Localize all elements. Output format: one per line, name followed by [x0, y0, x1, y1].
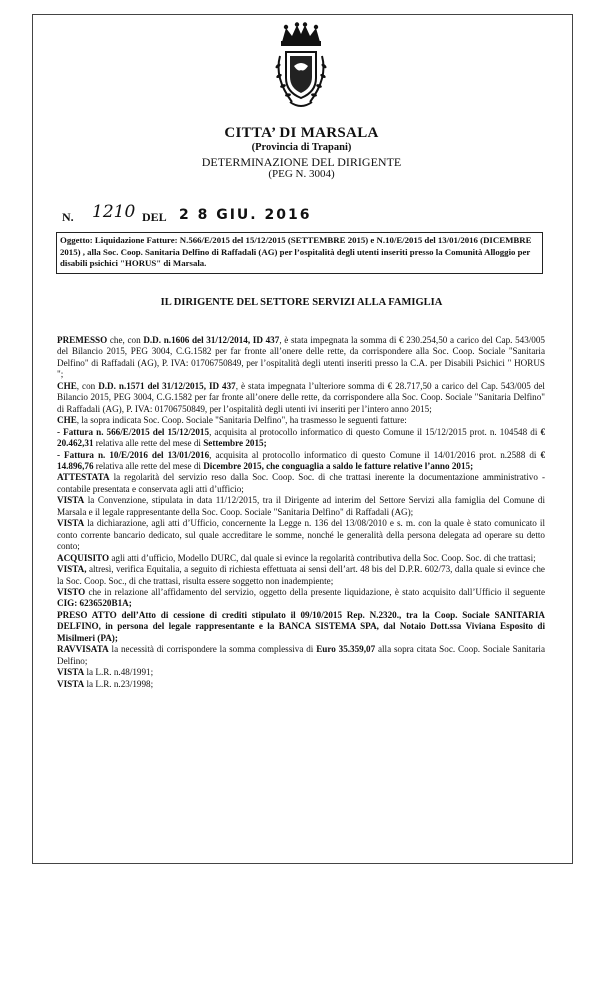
invoice-item: - Fattura n. 566/E/2015 del 15/12/2015, acquisita al protocollo informatico di questo Comune il 15/12/2015 prot. n. 104548 di € 20.462,31 relativa alle rette del mese di Settembre 2015;	[57, 426, 546, 449]
paragraph: VISTA, altresì, verifica Equitalia, a seguito di richiesta effettuata ai sensi dell’art. 48 bis del D.P.R. 602/73, dalla quale si evince che la Soc. Coop. Soc., di che trattasi, risulta essere soggetto non inadempiente;	[57, 564, 545, 586]
handwritten-number: 1210	[92, 202, 136, 222]
paragraph: VISTA la dichiarazione, agli atti d’Ufficio, concernente la Legge n. 136 del 13/08/2010 e s. m. con la quale è stato comunicato il conto corrente bancario dedicato, sul quale accreditare le somme, nonché le generalità della persona delegata ad operare su detto conto;	[57, 518, 545, 552]
paragraph: PREMESSO che, con D.D. n.1606 del 31/12/2014, ID 437, è stata impegnata la somma di € 230.254,50 a carico del Cap. 543/005 del Bilancio 2015, PEG 3004, C.G.1582 per far fronte all’onere delle rette, da corrispondere alla Soc. Coop. Sociale "Sanitaria Delfino" di Raffadali (AG), P. IVA: 01706750849, per l’ospitalità degli utenti inseriti presso la C.A. per Disabili Psichici " HORUS ";	[57, 335, 545, 380]
paragraph: VISTA la L.R. n.23/1998;	[57, 678, 154, 689]
paragraph: ATTESTATA la regolarità del servizio reso dalla Soc. Coop. Soc. di che trattasi inerente la documentazione amministrativo - contabile presentata e conservata agli atti d’ufficio;	[57, 472, 545, 494]
city-coat-of-arms-emblem	[268, 22, 334, 110]
paragraph: CHE, la sopra indicata Soc. Coop. Sociale "Sanitaria Delfino", ha trasmesso le seguenti fatture:	[57, 415, 407, 426]
determination-title: DETERMINAZIONE DEL DIRIGENTE	[201, 155, 402, 169]
number-label: N.	[62, 210, 74, 224]
paragraph: CHE, con D.D. n.1571 del 31/12/2015, ID 437, è stata impegnata l’ulteriore somma di € 28.717,50 a carico del Cap. 543/005 del Bilancio 2015, PEG 3004, C.G.1582 per far fronte all’onere delle rette, da corrispondere alla Soc. Coop. Sociale "Sanitaria Delfino" di Raffadali (AG), P. IVA: 01706750849, per l’ospitalità degli utenti ivi inseriti per l’intero anno 2015;	[57, 380, 545, 414]
paragraph: VISTA la Convenzione, stipulata in data 11/12/2015, tra il Dirigente ad interim del Settore Servizi alla famiglia del Comune di Marsala e il legale rappresentante della Soc. Coop. Sociale "Sanitaria Delfino" di Raffadali (AG);	[57, 495, 545, 517]
paragraph: PRESO ATTO dell’Atto di cessione di crediti stipulato il 09/10/2015 Rep. N.2320., tra la Coop. Sociale SANITARIA DELFINO, in persona del legale rappresentante e la BANCA SISTEMA SPA, dal Notaio Dott.ssa Viviana Esposito di Misilmeri (PA);	[57, 609, 545, 643]
province-subtitle: (Provincia di Trapani)	[251, 142, 352, 153]
document-body	[57, 335, 545, 690]
paragraph: RAVVISATA la necessità di corrispondere la somma complessiva di Euro 35.359,07 alla sopra citata Soc. Coop. Sociale Sanitaria Delfino;	[57, 644, 546, 666]
paragraph: VISTA la L.R. n.48/1991;	[57, 667, 154, 678]
section-heading: IL DIRIGENTE DEL SETTORE SERVIZI ALLA FAMIGLIA	[160, 297, 443, 308]
peg-number: (PEG N. 3004)	[268, 168, 335, 180]
stamped-date: 2 8 GIU. 2016	[179, 207, 312, 223]
paragraph: VISTO che in relazione all’affidamento del servizio, oggetto della presente liquidazione, è stato acquisito dall’Ufficio il seguente CIG: 6236520B1A;	[57, 586, 545, 609]
invoice-item: - Fattura n. 10/E/2016 del 13/01/2016, acquisita al protocollo informatico di questo Comune il 14/01/2016 prot. n.2588 di € 14.896,76 relativa alle rette del mese di Dicembre 2015, che conguaglia a saldo le fatture relative l’anno 2015;	[57, 449, 545, 471]
subject-box: Oggetto: Liquidazione Fatture: N.566/E/2015 del 15/12/2015 (SETTEMBRE 2015) e N.10/E/2015 del 13/01/2016 (DICEMBRE 2015) , alla Soc. Coop. Sanitaria Delfino di Raffadali (AG) per l’ospitalità degli utenti inseriti presso la Comunità Alloggio per disabili psichici "HORUS" di Marsala.	[56, 232, 543, 274]
date-label: DEL	[142, 210, 167, 224]
city-title: CITTA’ DI MARSALA	[224, 125, 379, 141]
paragraph: ACQUISITO agli atti d’ufficio, Modello DURC, dal quale si evince la regolarità contributiva della Soc. Coop. Soc. di che trattasi;	[57, 552, 536, 563]
